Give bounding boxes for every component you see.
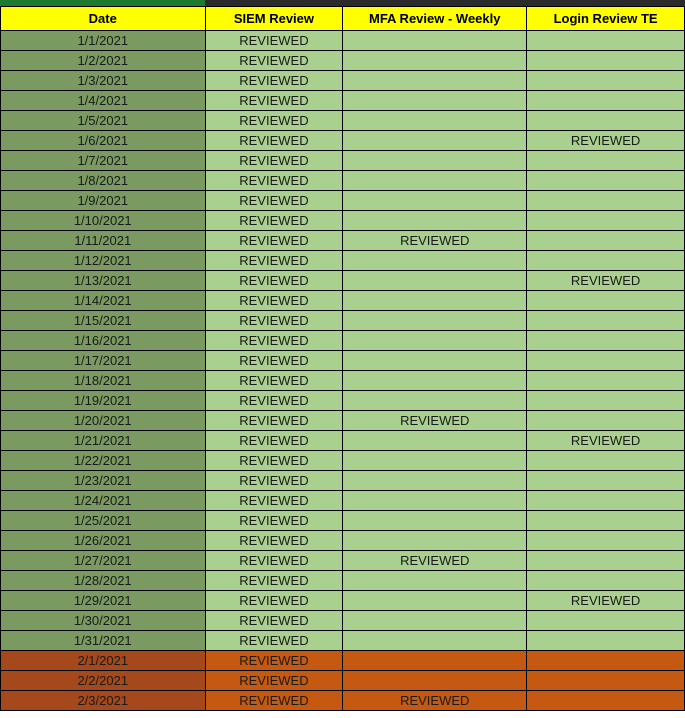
mfa-review-cell[interactable]	[343, 491, 527, 511]
table-body	[1, 31, 685, 711]
login-review-cell[interactable]	[527, 251, 685, 271]
table-row	[1, 691, 685, 711]
login-review-cell[interactable]	[527, 71, 685, 91]
login-review-cell[interactable]	[527, 371, 685, 391]
login-review-cell[interactable]	[527, 651, 685, 671]
login-review-cell[interactable]	[527, 191, 685, 211]
login-review-cell[interactable]	[527, 51, 685, 71]
mfa-review-cell[interactable]	[343, 291, 527, 311]
siem-review-cell[interactable]: REVIEWED	[205, 671, 343, 691]
table-row	[1, 71, 685, 91]
siem-review-cell[interactable]: REVIEWED	[205, 371, 343, 391]
mfa-review-cell[interactable]	[343, 171, 527, 191]
date-cell[interactable]: 1/5/2021	[1, 111, 206, 131]
table-row	[1, 91, 685, 111]
date-cell[interactable]: 1/29/2021	[1, 591, 206, 611]
siem-review-cell[interactable]: REVIEWED	[205, 251, 343, 271]
mfa-review-cell[interactable]: REVIEWED	[343, 551, 527, 571]
mfa-review-cell[interactable]	[343, 531, 527, 551]
mfa-review-cell[interactable]	[343, 451, 527, 471]
siem-review-cell[interactable]: REVIEWED	[205, 131, 343, 151]
date-cell[interactable]: 1/3/2021	[1, 71, 206, 91]
siem-review-cell[interactable]: REVIEWED	[205, 191, 343, 211]
date-cell[interactable]: 1/18/2021	[1, 371, 206, 391]
table-row	[1, 611, 685, 631]
date-cell[interactable]: 1/19/2021	[1, 391, 206, 411]
mfa-review-cell[interactable]	[343, 511, 527, 531]
table-row	[1, 571, 685, 591]
date-cell[interactable]: 1/13/2021	[1, 271, 206, 291]
table-row	[1, 371, 685, 391]
date-cell[interactable]: 1/4/2021	[1, 91, 206, 111]
table-row	[1, 31, 685, 51]
siem-review-cell[interactable]: REVIEWED	[205, 431, 343, 451]
date-cell[interactable]: 1/20/2021	[1, 411, 206, 431]
siem-review-cell[interactable]: REVIEWED	[205, 571, 343, 591]
mfa-review-cell[interactable]	[343, 651, 527, 671]
table-row	[1, 531, 685, 551]
mfa-review-cell[interactable]	[343, 151, 527, 171]
date-cell[interactable]: 1/21/2021	[1, 431, 206, 451]
header-date[interactable]: Date	[1, 7, 206, 31]
date-cell[interactable]: 1/8/2021	[1, 171, 206, 191]
login-review-cell[interactable]	[527, 291, 685, 311]
login-review-cell[interactable]: REVIEWED	[527, 591, 685, 611]
login-review-cell[interactable]	[527, 411, 685, 431]
date-cell[interactable]: 1/2/2021	[1, 51, 206, 71]
table-row	[1, 511, 685, 531]
mfa-review-cell[interactable]	[343, 611, 527, 631]
table-row	[1, 551, 685, 571]
siem-review-cell[interactable]: REVIEWED	[205, 71, 343, 91]
date-cell[interactable]: 1/31/2021	[1, 631, 206, 651]
date-cell[interactable]: 1/25/2021	[1, 511, 206, 531]
table-row	[1, 431, 685, 451]
date-cell[interactable]: 1/6/2021	[1, 131, 206, 151]
table-row	[1, 651, 685, 671]
login-review-cell[interactable]	[527, 551, 685, 571]
siem-review-cell[interactable]: REVIEWED	[205, 451, 343, 471]
siem-review-cell[interactable]: REVIEWED	[205, 611, 343, 631]
mfa-review-cell[interactable]	[343, 91, 527, 111]
siem-review-cell[interactable]: REVIEWED	[205, 51, 343, 71]
date-cell[interactable]: 2/1/2021	[1, 651, 206, 671]
mfa-review-cell[interactable]	[343, 131, 527, 151]
mfa-review-cell[interactable]	[343, 331, 527, 351]
table-row	[1, 631, 685, 651]
mfa-review-cell[interactable]	[343, 71, 527, 91]
siem-review-cell[interactable]: REVIEWED	[205, 631, 343, 651]
mfa-review-cell[interactable]	[343, 591, 527, 611]
table-row	[1, 311, 685, 331]
date-cell[interactable]: 1/27/2021	[1, 551, 206, 571]
table-row	[1, 251, 685, 271]
date-cell[interactable]: 1/26/2021	[1, 531, 206, 551]
table-row	[1, 351, 685, 371]
login-review-cell[interactable]	[527, 31, 685, 51]
login-review-cell[interactable]	[527, 91, 685, 111]
mfa-review-cell[interactable]	[343, 571, 527, 591]
date-cell[interactable]: 2/3/2021	[1, 691, 206, 711]
table-row	[1, 231, 685, 251]
review-log-table	[0, 6, 685, 711]
siem-review-cell[interactable]: REVIEWED	[205, 231, 343, 251]
date-cell[interactable]: 1/22/2021	[1, 451, 206, 471]
login-review-cell[interactable]	[527, 311, 685, 331]
login-review-cell[interactable]	[527, 531, 685, 551]
login-review-cell[interactable]	[527, 231, 685, 251]
login-review-cell[interactable]	[527, 451, 685, 471]
mfa-review-cell[interactable]	[343, 311, 527, 331]
table-row	[1, 111, 685, 131]
table-row	[1, 211, 685, 231]
siem-review-cell[interactable]: REVIEWED	[205, 651, 343, 671]
date-cell[interactable]: 1/15/2021	[1, 311, 206, 331]
date-cell[interactable]: 1/30/2021	[1, 611, 206, 631]
siem-review-cell[interactable]: REVIEWED	[205, 171, 343, 191]
login-review-cell[interactable]	[527, 351, 685, 371]
mfa-review-cell[interactable]	[343, 631, 527, 651]
date-cell[interactable]: 1/24/2021	[1, 491, 206, 511]
table-row	[1, 591, 685, 611]
siem-review-cell[interactable]: REVIEWED	[205, 91, 343, 111]
mfa-review-cell[interactable]: REVIEWED	[343, 691, 527, 711]
login-review-cell[interactable]	[527, 611, 685, 631]
login-review-cell[interactable]: REVIEWED	[527, 271, 685, 291]
login-review-cell[interactable]	[527, 391, 685, 411]
siem-review-cell[interactable]: REVIEWED	[205, 531, 343, 551]
mfa-review-cell[interactable]	[343, 371, 527, 391]
date-cell[interactable]: 1/14/2021	[1, 291, 206, 311]
login-review-cell[interactable]	[527, 691, 685, 711]
mfa-review-cell[interactable]	[343, 51, 527, 71]
header-mfa-review-weekly[interactable]: MFA Review - Weekly	[343, 7, 527, 31]
login-review-cell[interactable]: REVIEWED	[527, 131, 685, 151]
table-row	[1, 171, 685, 191]
mfa-review-cell[interactable]	[343, 271, 527, 291]
date-cell[interactable]: 1/17/2021	[1, 351, 206, 371]
date-cell[interactable]: 1/7/2021	[1, 151, 206, 171]
header-login-review-te[interactable]: Login Review TE	[527, 7, 685, 31]
date-cell[interactable]: 1/9/2021	[1, 191, 206, 211]
login-review-cell[interactable]	[527, 571, 685, 591]
siem-review-cell[interactable]: REVIEWED	[205, 591, 343, 611]
login-review-cell[interactable]	[527, 151, 685, 171]
siem-review-cell[interactable]: REVIEWED	[205, 351, 343, 371]
date-cell[interactable]: 1/28/2021	[1, 571, 206, 591]
mfa-review-cell[interactable]	[343, 471, 527, 491]
mfa-review-cell[interactable]	[343, 191, 527, 211]
siem-review-cell[interactable]: REVIEWED	[205, 271, 343, 291]
header-siem-review[interactable]: SIEM Review	[205, 7, 343, 31]
table-row	[1, 271, 685, 291]
login-review-cell[interactable]	[527, 471, 685, 491]
spreadsheet-grid	[0, 6, 685, 711]
siem-review-cell[interactable]: REVIEWED	[205, 111, 343, 131]
date-cell[interactable]: 1/16/2021	[1, 331, 206, 351]
mfa-review-cell[interactable]	[343, 251, 527, 271]
login-review-cell[interactable]	[527, 111, 685, 131]
login-review-cell[interactable]: REVIEWED	[527, 431, 685, 451]
table-row	[1, 411, 685, 431]
table-row	[1, 51, 685, 71]
siem-review-cell[interactable]: REVIEWED	[205, 491, 343, 511]
siem-review-cell[interactable]: REVIEWED	[205, 691, 343, 711]
mfa-review-cell[interactable]	[343, 431, 527, 451]
table-row	[1, 451, 685, 471]
login-review-cell[interactable]	[527, 171, 685, 191]
date-cell[interactable]: 1/11/2021	[1, 231, 206, 251]
mfa-review-cell[interactable]	[343, 391, 527, 411]
header-row	[1, 7, 685, 31]
table-row	[1, 151, 685, 171]
siem-review-cell[interactable]: REVIEWED	[205, 411, 343, 431]
date-cell[interactable]: 1/23/2021	[1, 471, 206, 491]
siem-review-cell[interactable]: REVIEWED	[205, 471, 343, 491]
mfa-review-cell[interactable]	[343, 211, 527, 231]
table-row	[1, 391, 685, 411]
table-row	[1, 471, 685, 491]
date-cell[interactable]: 1/1/2021	[1, 31, 206, 51]
date-cell[interactable]: 2/2/2021	[1, 671, 206, 691]
table-row	[1, 191, 685, 211]
siem-review-cell[interactable]: REVIEWED	[205, 551, 343, 571]
mfa-review-cell[interactable]	[343, 111, 527, 131]
login-review-cell[interactable]	[527, 671, 685, 691]
date-cell[interactable]: 1/12/2021	[1, 251, 206, 271]
login-review-cell[interactable]	[527, 331, 685, 351]
siem-review-cell[interactable]: REVIEWED	[205, 211, 343, 231]
date-cell[interactable]: 1/10/2021	[1, 211, 206, 231]
login-review-cell[interactable]	[527, 511, 685, 531]
siem-review-cell[interactable]: REVIEWED	[205, 511, 343, 531]
login-review-cell[interactable]	[527, 631, 685, 651]
mfa-review-cell[interactable]: REVIEWED	[343, 231, 527, 251]
mfa-review-cell[interactable]	[343, 31, 527, 51]
siem-review-cell[interactable]: REVIEWED	[205, 31, 343, 51]
table-row	[1, 671, 685, 691]
siem-review-cell[interactable]: REVIEWED	[205, 291, 343, 311]
mfa-review-cell[interactable]: REVIEWED	[343, 411, 527, 431]
table-row	[1, 331, 685, 351]
mfa-review-cell[interactable]	[343, 671, 527, 691]
siem-review-cell[interactable]: REVIEWED	[205, 311, 343, 331]
siem-review-cell[interactable]: REVIEWED	[205, 331, 343, 351]
login-review-cell[interactable]	[527, 211, 685, 231]
table-row	[1, 491, 685, 511]
mfa-review-cell[interactable]	[343, 351, 527, 371]
siem-review-cell[interactable]: REVIEWED	[205, 391, 343, 411]
login-review-cell[interactable]	[527, 491, 685, 511]
table-row	[1, 131, 685, 151]
table-row	[1, 291, 685, 311]
siem-review-cell[interactable]: REVIEWED	[205, 151, 343, 171]
